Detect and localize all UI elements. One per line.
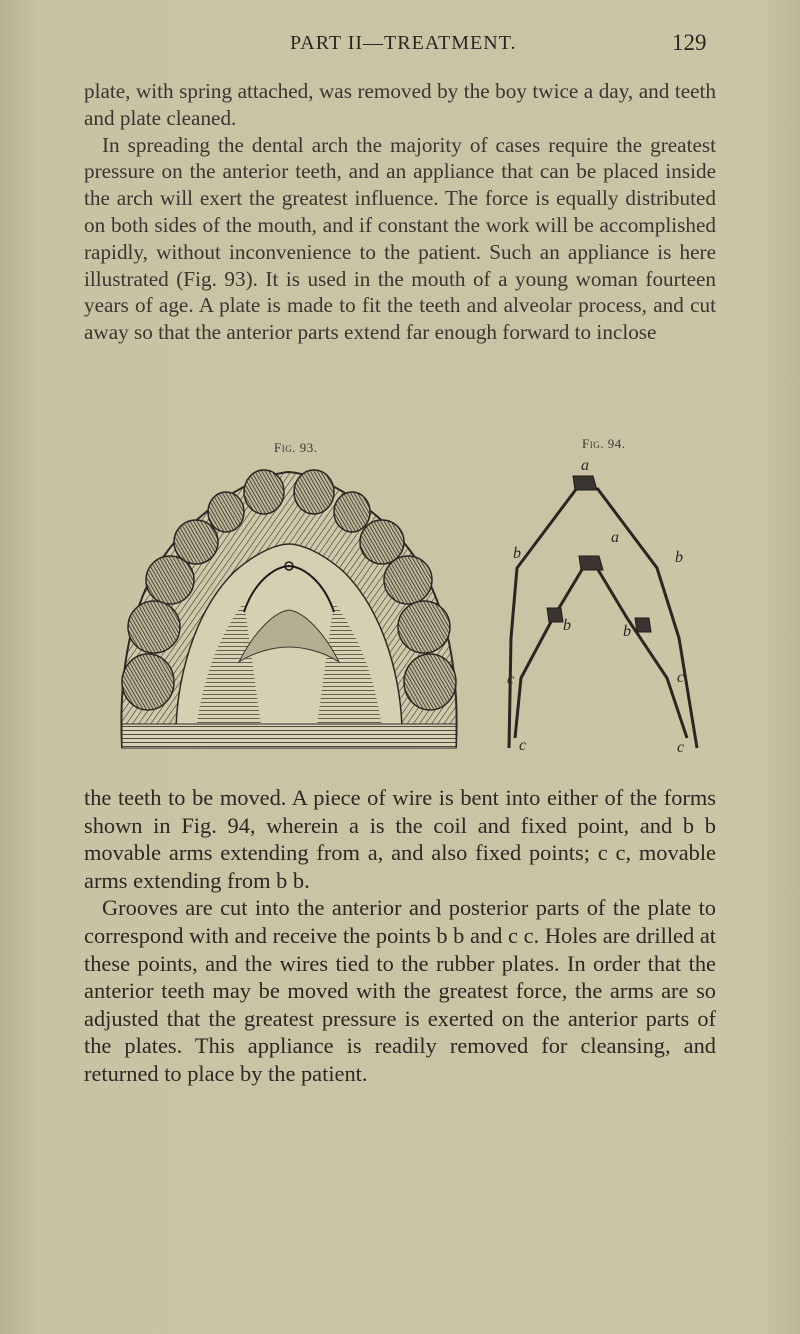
figure-94-wire-forms-diagram [497, 458, 713, 758]
body-text-bottom [84, 784, 716, 1088]
figure-letter-b: b [563, 617, 571, 634]
figure-letter-a: a [611, 529, 619, 546]
body-text-top [84, 78, 716, 346]
figure-letter-c: c [677, 739, 685, 756]
paragraph: Grooves are cut into the anterior and posterior parts of the plate to correspond with and receive the points b b and c c. Holes are drilled at these points, and the wires tied to the rubber plates. In order that the anterior teeth may be moved with the greatest force, the arms are so adjusted that the greatest pressure is exerted on the anterior parts of the plates. This appliance is readily removed for cleansing, and returned to place by the patient. [84, 895, 716, 1086]
paragraph: In spreading the dental arch the majority of cases require the greatest pressure on the anterior teeth, and an appliance that can be placed inside the arch will exert the greatest influence. The force is equally distributed on both sides of the mouth, and if constant the work will be accomplished rapidly, without inconvenience to the patient. Such an appliance is here illustrated (Fig. 93). It is used in the mouth of a young woman fourteen years of age. A plate is made to fit the teeth and alveolar process, and cut away so that the anterior parts extend far enough forward to inclose [84, 132, 716, 345]
coil-marks [547, 476, 651, 632]
figure-letter-b: b [623, 623, 631, 640]
page-header [0, 30, 800, 60]
figure-letter-c: c [677, 669, 685, 686]
running-head: PART II—TREATMENT. [290, 32, 517, 54]
page-number: 129 [672, 30, 707, 55]
figure-letter-b: b [675, 549, 683, 566]
paragraph: the teeth to be moved. A piece of wire is bent into either of the forms shown in Fig. 94, wherein a is the coil and fixed point, and b b movable arms extending from a, and also fixed points; c c, movable arms extending from b b. [84, 785, 716, 893]
figure-letter-b: b [513, 545, 521, 562]
figure-letter-c: c [507, 671, 515, 688]
figure-93-dental-arch-illustration [114, 462, 464, 752]
paragraph: plate, with spring attached, was removed by the boy twice a day, and teeth and plate cleaned. [84, 79, 716, 130]
figure-letter-c: c [519, 737, 527, 754]
figure-letter-a: a [581, 458, 589, 474]
figure-94-caption: Fig. 94. [582, 436, 626, 451]
figure-93-caption: Fig. 93. [274, 440, 318, 455]
